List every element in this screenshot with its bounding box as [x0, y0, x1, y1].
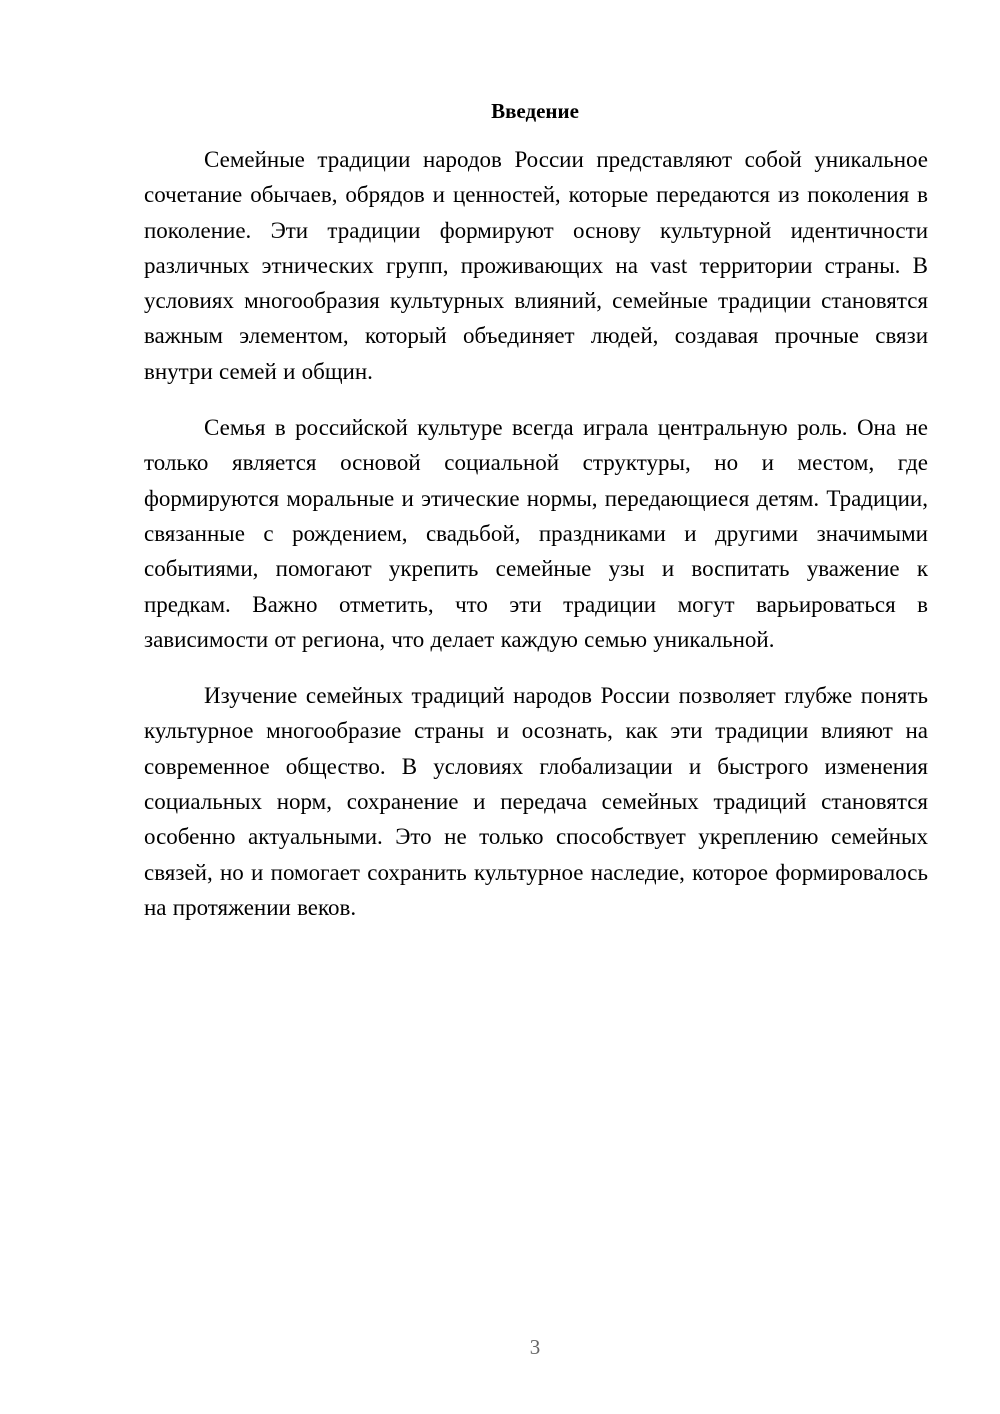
body-text — [144, 142, 928, 946]
paragraph-3: Изучение семейных традиций народов России позволяет глубже понять культурное многообразие страны и осознать, как эти традиции влияют на современное общество. В условиях глобализации и быстрого изменения социальных норм, сохранение и передача семейных традиций становятся особенно актуальными. Это не только способствует укреплению семейных связей, но и помогает сохранить культурное наследие, которое формировалось на протяжении веков. — [144, 683, 928, 920]
paragraph-1: Семейные традиции народов России представляют собой уникальное сочетание обычаев, обрядов и ценностей, которые передаются из поколения в поколение. Эти традиции формируют основу культурной идентичности различных этнических групп, проживающих на vast территории страны. В условиях многообразия культурных влияний, семейные традиции становятся важным элементом, который объединяет людей, создавая прочные связи внутри семей и общин. — [144, 147, 928, 384]
paragraph-2: Семья в российской культуре всегда играла центральную роль. Она не только является основой социальной структуры, но и местом, где формируются моральные и этические нормы, передающиеся детям. Традиции, связанные с рождением, свадьбой, праздниками и другими значимыми событиями, помогают укрепить семейные узы и воспитать уважение к предкам. Важно отметить, что эти традиции могут варьироваться в зависимости от региона, что делает каждую семью уникальной. — [144, 415, 928, 652]
section-title: Введение — [491, 99, 579, 123]
page-number: 3 — [529, 1335, 541, 1359]
